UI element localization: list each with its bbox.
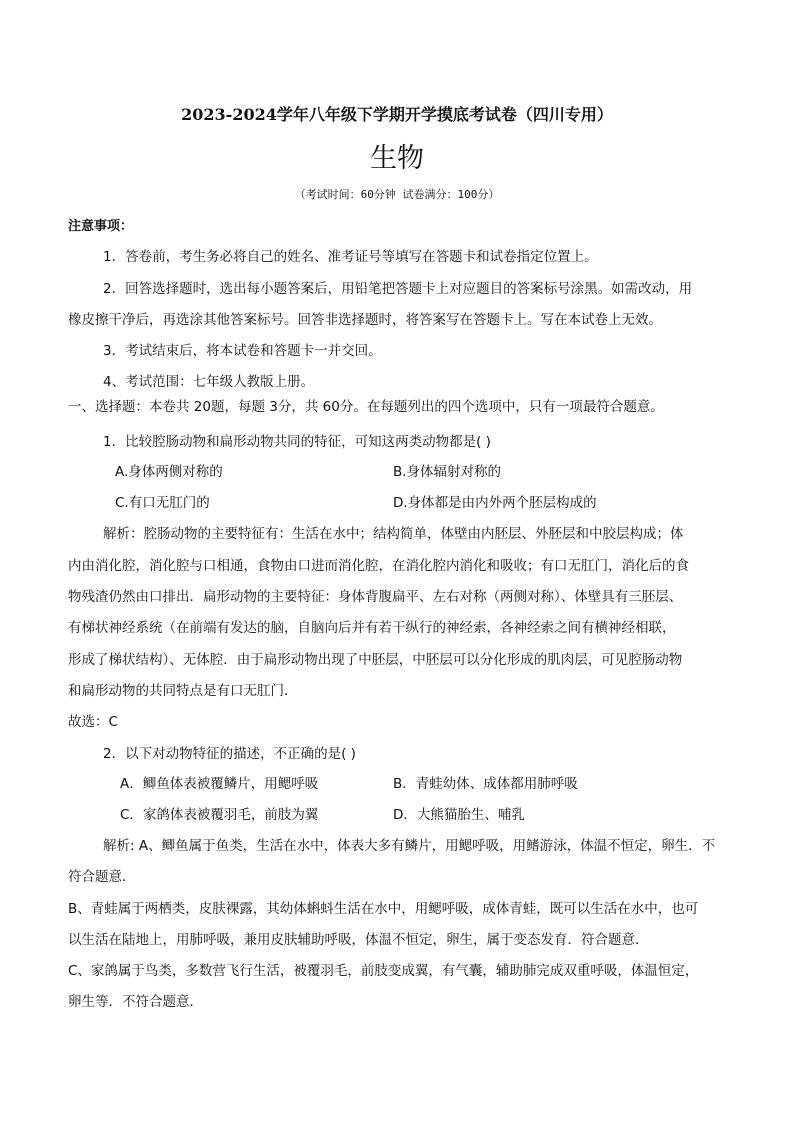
analysis-line: 以生活在陆地上，用肺呼吸，兼用皮肤辅助呼吸，体温不恒定，卵生，属于变态发育．符合题意． — [68, 932, 649, 948]
option-d: D．大熊猫胎生、哺乳 — [393, 807, 525, 823]
option-b: B．青蛙幼体、成体都用肺呼吸 — [393, 776, 578, 792]
analysis-line: 解析: A、鲫鱼属于鱼类，生活在水中，体表大多有鳞片，用鳃呼吸，用鳍游泳，体温不恒定，卵生．不 — [103, 838, 716, 854]
analysis-line: 符合题意． — [68, 869, 136, 885]
analysis-line: 物残渣仍然由口排出．扁形动物的主要特征：身体背腹扁平、左右对称（两侧对称）、体壁具有三胚层、 — [68, 589, 683, 605]
question-stem: 2．以下对动物特征的描述，不正确的是( ) — [103, 746, 356, 762]
option-c: C.有口无肛门的 — [115, 495, 210, 511]
analysis-line: B、青蛙属于两栖类，皮肤裸露，其幼体蝌蚪生活在水中，用鳃呼吸，成体青蛙，既可以生活在水中，也可 — [68, 901, 699, 917]
option-a: A．鲫鱼体表被覆鳞片，用鳃呼吸 — [120, 776, 319, 792]
option-b: B.身体辐射对称的 — [393, 464, 502, 480]
analysis-line: 有梯状神经系统（在前端有发达的脑，自脑向后并有若干纵行的神经索，各神经索之间有横神经相联， — [68, 620, 676, 636]
section-heading: 一、选择题：本卷共 20题，每题 3分，共 60分。在每题列出的四个选项中，只有一项最符合题意。 — [68, 399, 664, 415]
notice-item: 4、考试范围：七年级人教版上册。 — [103, 374, 315, 390]
notice-item: 橡皮擦干净后，再选涂其他答案标号。回答非选择题时，将答案写在答题卡上。写在本试卷上无效。 — [68, 312, 662, 328]
notice-item: 2．回答选择题时，选出每小题答案后，用铅笔把答题卡上对应题目的答案标号涂黑。如需改动，用 — [103, 281, 693, 297]
analysis-line: 解析：腔肠动物的主要特征有：生活在水中；结构简单，体壁由内胚层、外胚层和中胶层构成；体 — [103, 526, 684, 542]
notice-heading: 注意事项： — [68, 219, 134, 234]
option-a: A.身体两侧对称的 — [115, 464, 223, 480]
option-d: D.身体都是由内外两个胚层构成的 — [393, 495, 597, 511]
answer-line: 故选：C — [68, 714, 118, 730]
notice-item: 1．答卷前，考生务必将自己的姓名、准考证号等填写在答题卡和试卷指定位置上。 — [103, 249, 598, 265]
exam-subject: 生物 — [370, 143, 424, 174]
exam-title: 2023-2024学年八年级下学期开学摸底考试卷（四川专用） — [181, 105, 613, 124]
analysis-line: 形成了梯状结构）、无体腔．由于扁形动物出现了中胚层，中胚层可以分化形成的肌肉层，可见腔肠动物 — [68, 652, 683, 668]
analysis-line: 和扁形动物的共同特点是有口无肛门． — [68, 683, 298, 699]
question-stem: 1．比较腔肠动物和扁形动物共同的特征，可知这两类动物都是( ) — [103, 434, 491, 450]
option-c: C．家鸽体表被覆羽毛，前肢为翼 — [120, 807, 319, 823]
analysis-line: 内由消化腔，消化腔与口相通，食物由口进而消化腔，在消化腔内消化和吸收；有口无肛门，消化后的食 — [68, 558, 689, 574]
notice-item: 3．考试结束后，将本试卷和答题卡一并交回。 — [103, 343, 382, 359]
analysis-line: C、家鸽属于鸟类，多数营飞行生活，被覆羽毛，前肢变成翼，有气囊，辅助肺完成双重呼吸，体温恒定， — [68, 963, 699, 979]
analysis-line: 卵生等．不符合题意． — [68, 994, 203, 1010]
exam-info: （考试时间：60分钟 试卷满分：100分） — [294, 188, 500, 201]
